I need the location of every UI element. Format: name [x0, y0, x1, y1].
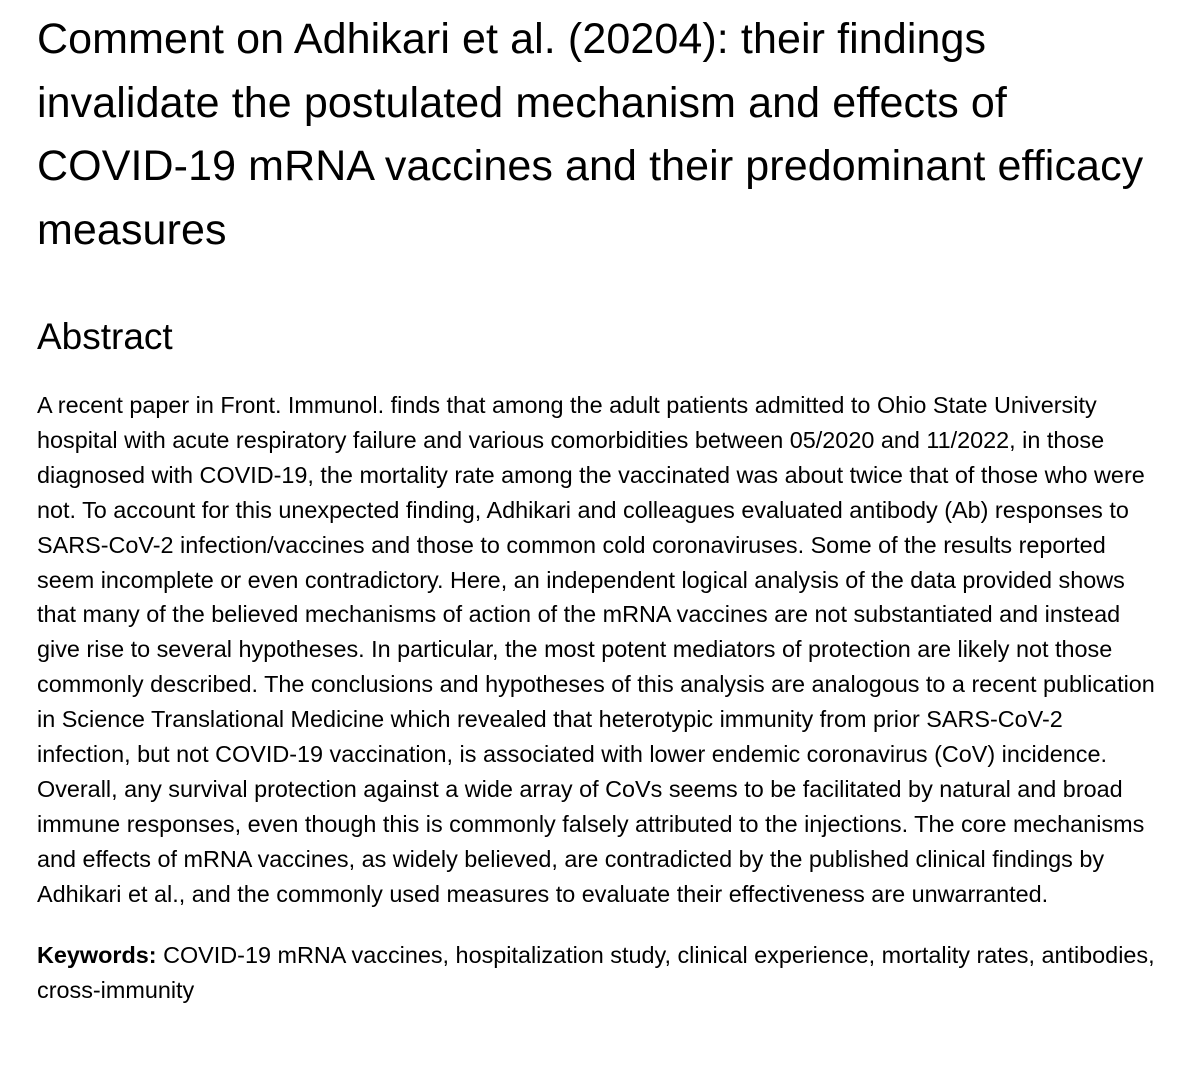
keywords-label: Keywords:	[37, 941, 157, 968]
keywords-text: COVID-19 mRNA vaccines, hospitalization study, clinical experience, mortality rates, antibodies, cross-immunity	[37, 941, 1155, 1003]
abstract-text: A recent paper in Front. Immunol. finds that among the adult patients admitted to Ohio State University hospital with acute respiratory failure and various comorbidities between 05/2020 and 11/2022, in those diagnosed with COVID-19, the mortality rate among the vaccinated was about twice that of those who were not. To account for this unexpected finding, Adhikari and colleagues evaluated antibody (Ab) responses to SARS-CoV-2 infection/vaccines and those to common cold coronaviruses. Some of the results reported seem incomplete or even contradictory. Here, an independent logical analysis of the data provided shows that many of the believed mechanisms of action of the mRNA vaccines are not substantiated and instead give rise to several hypotheses. In particular, the most potent mediators of protection are likely not those commonly described. The conclusions and hypotheses of this analysis are analogous to a recent publication in Science Translational Medicine which revealed that heterotypic immunity from prior SARS-CoV-2 infection, but not COVID-19 vaccination, is associated with lower endemic coronavirus (CoV) incidence. Overall, any survival protection against a wide array of CoVs seems to be facilitated by natural and broad immune responses, even though this is commonly falsely attributed to the injections. The core mechanisms and effects of mRNA vaccines, as widely believed, are contradicted by the published clinical findings by Adhikari et al., and the commonly used measures to evaluate their effectiveness are unwarranted.	[37, 392, 1155, 907]
abstract-heading: Abstract	[37, 316, 173, 357]
paper-page	[37, 8, 1162, 1007]
paper-title: Comment on Adhikari et al. (20204): their findings invalidate the postulated mechanism and effects of COVID-19 mRNA vaccines and their predominant efficacy measures	[37, 15, 1144, 254]
keywords-paragraph	[37, 938, 1162, 1008]
